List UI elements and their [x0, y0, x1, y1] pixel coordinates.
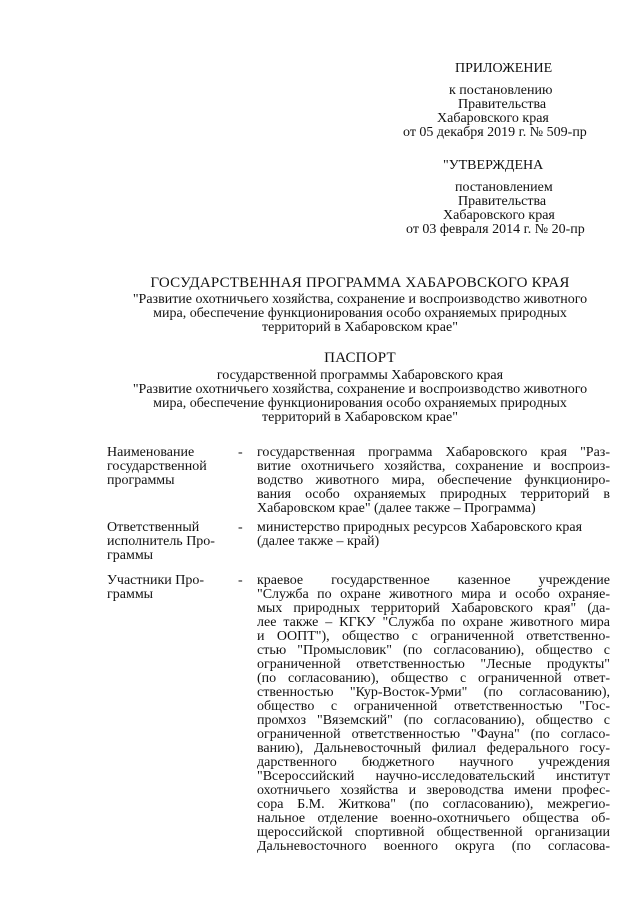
program-name-line: "Развитие охотничьего хозяйства, сохранение и воспроизводство животного	[132, 292, 588, 307]
program-name-line: мира, обеспечение функционирования особо охраняемых природных	[153, 306, 567, 321]
row-dash: -	[238, 573, 243, 588]
appendix-line: Правительства	[458, 97, 547, 112]
program-title: ГОСУДАРСТВЕННАЯ ПРОГРАММА ХАБАРОВСКОГО КРАЯ	[150, 275, 570, 291]
passport-subtitle-line: "Развитие охотничьего хозяйства, сохранение и воспроизводство животного	[132, 382, 588, 397]
row-name-value: государственная программа Хабаровского края "Раз- витие охотничьего хозяйства, сохранение и воспроиз- водство животного мира, обеспечение функциониро- вания особо охраняемых природных территорий в Хабаровском крае" (далее также – Программа)	[257, 445, 610, 516]
appendix-line: к постановлению	[449, 83, 553, 98]
row-dash: -	[238, 520, 243, 535]
passport-title: ПАСПОРТ	[324, 350, 396, 366]
row-name-label: Наименование государственной программы	[107, 445, 207, 488]
approved-date-line: от 03 февраля 2014 г. № 20-пр	[406, 222, 585, 237]
appendix-line: Хабаровского края	[437, 111, 549, 126]
passport-subtitle-line: государственной программы Хабаровского края	[216, 368, 504, 383]
row-executor-value: министерство природных ресурсов Хабаровского края (далее также – край)	[257, 520, 583, 549]
approved-line: Правительства	[458, 194, 547, 209]
passport-subtitle-line: территорий в Хабаровском крае"	[262, 410, 458, 425]
program-name-line: территорий в Хабаровском крае"	[262, 320, 458, 335]
approved-line: Хабаровского края	[443, 208, 555, 223]
row-dash: -	[238, 445, 243, 460]
row-participants-label: Участники Про- граммы	[107, 573, 205, 602]
row-executor-label: Ответственный исполнитель Про- граммы	[107, 520, 215, 563]
appendix-date-line: от 05 декабря 2019 г. № 509-пр	[403, 125, 587, 140]
row-participants-value: краевое государственное казенное учреждение "Служба по охране животного мира и особо охраняе- мых природных территорий Хабаровского края" (да- лее также – КГКУ "Служба по охране животного мира и ООПТ"), общество с ограниченной ответственно- стью "Промысловик" (по согласованию), общество с ограниченной ответственностью "Лесные продукты" (по согласованию), общество с ограниченной ответ- ственностью "Кур-Восток-Урми" (по согласованию), общество с ограниченной ответственностью "Гос- промхоз "Вяземский" (по согласованию), общество с ограниченной ответственностью "Фауна" (по согласо- ванию), Дальневосточный филиал федерального госу- дарственного бюджетного научного учреждения "Всероссийский научно-исследовательский институт охотничьего хозяйства и звероводства имени профес- сора Б.М. Житкова" (по согласованию), межрегио- нальное отделение военно-охотничьего общества об- щероссийской спортивной общественной организации Дальневосточного военного округа (по согласова-	[257, 573, 610, 854]
approved-title: "УТВЕРЖДЕНА	[443, 158, 544, 173]
passport-subtitle-line: мира, обеспечение функционирования особо охраняемых природных	[153, 396, 567, 411]
approved-line: постановлением	[455, 180, 553, 195]
appendix-title: ПРИЛОЖЕНИЕ	[455, 61, 553, 76]
